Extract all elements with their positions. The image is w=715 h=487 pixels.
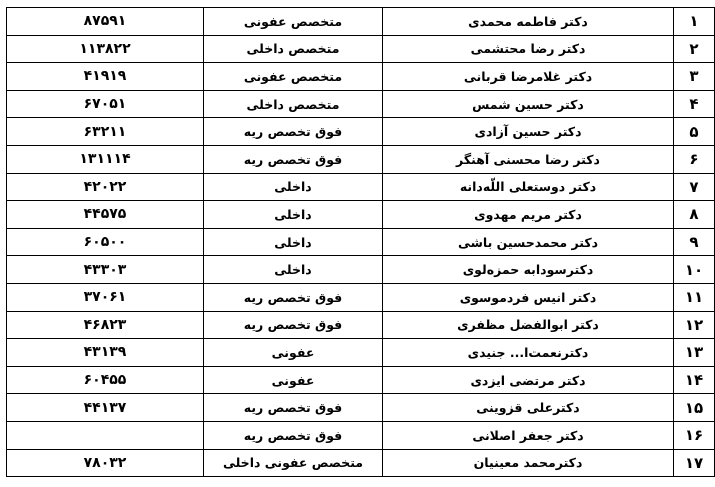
doctor-specialty: فوق تخصص ریه [204, 421, 383, 449]
doctor-code: ۶۰۵۰۰ [7, 228, 204, 256]
doctors-table [6, 7, 715, 477]
table-row [7, 394, 715, 422]
doctor-specialty: فوق تخصص ریه [204, 145, 383, 173]
doctor-name: دکتر جعفر اصلانی [383, 421, 674, 449]
doctor-name: دکتر مرتضی ایزدی [383, 366, 674, 394]
row-index: ۶ [674, 145, 715, 173]
table-row [7, 449, 715, 477]
doctor-name: دکترسودابه حمزه‌لوی [383, 256, 674, 284]
table-row [7, 201, 715, 229]
doctor-name: دکتر دوستعلی اللّه‌دانه [383, 173, 674, 201]
doctor-name: دکتر ابوالفضل مظفری [383, 311, 674, 339]
table-row [7, 8, 715, 36]
doctor-specialty: داخلی [204, 173, 383, 201]
table-row [7, 35, 715, 63]
table-row [7, 421, 715, 449]
row-index: ۸ [674, 201, 715, 229]
row-index: ۱۲ [674, 311, 715, 339]
table-row [7, 366, 715, 394]
doctor-code: ۷۸۰۳۲ [7, 449, 204, 477]
doctor-specialty: فوق تخصص ریه [204, 283, 383, 311]
doctor-code: ۴۲۰۲۲ [7, 173, 204, 201]
doctor-name: دکتر مریم مهدوی [383, 201, 674, 229]
doctor-code: ۶۷۰۵۱ [7, 90, 204, 118]
doctor-specialty: عفونی [204, 339, 383, 367]
doctor-code: ۳۷۰۶۱ [7, 283, 204, 311]
doctor-specialty: فوق تخصص ریه [204, 118, 383, 146]
doctor-specialty: داخلی [204, 201, 383, 229]
table-row [7, 118, 715, 146]
row-index: ۱۶ [674, 421, 715, 449]
doctor-code: ۴۶۸۲۳ [7, 311, 204, 339]
doctor-name: دکترمحمد معینیان [383, 449, 674, 477]
doctor-specialty: متخصص عفونی [204, 63, 383, 91]
doctor-code [7, 421, 204, 449]
row-index: ۱۳ [674, 339, 715, 367]
table-row [7, 256, 715, 284]
table-row [7, 145, 715, 173]
row-index: ۱۰ [674, 256, 715, 284]
doctors-table-body [7, 8, 715, 477]
row-index: ۳ [674, 63, 715, 91]
doctor-code: ۴۳۱۳۹ [7, 339, 204, 367]
row-index: ۴ [674, 90, 715, 118]
doctor-name: دکترنعمت‌ا... جنیدی [383, 339, 674, 367]
doctor-code: ۸۷۵۹۱ [7, 8, 204, 36]
table-row [7, 311, 715, 339]
doctor-name: دکتر محمدحسین باشی [383, 228, 674, 256]
doctor-name: دکتر انیس فردموسوی [383, 283, 674, 311]
row-index: ۱۱ [674, 283, 715, 311]
doctor-specialty: عفونی [204, 366, 383, 394]
doctor-specialty: متخصص عفونی داخلی [204, 449, 383, 477]
doctor-specialty: داخلی [204, 228, 383, 256]
table-row [7, 173, 715, 201]
doctor-name: دکترعلی قزوینی [383, 394, 674, 422]
row-index: ۱۷ [674, 449, 715, 477]
doctor-specialty: متخصص عفونی [204, 8, 383, 36]
doctor-specialty: فوق تخصص ریه [204, 311, 383, 339]
doctor-specialty: فوق تخصص ریه [204, 394, 383, 422]
table-row [7, 339, 715, 367]
doctor-code: ۱۱۳۸۲۲ [7, 35, 204, 63]
doctor-name: دکتر فاطمه محمدی [383, 8, 674, 36]
row-index: ۲ [674, 35, 715, 63]
row-index: ۱۵ [674, 394, 715, 422]
row-index: ۱۴ [674, 366, 715, 394]
doctor-specialty: داخلی [204, 256, 383, 284]
doctor-code: ۴۴۵۷۵ [7, 201, 204, 229]
row-index: ۱ [674, 8, 715, 36]
doctor-name: دکتر حسین آزادی [383, 118, 674, 146]
table-row [7, 228, 715, 256]
table-row [7, 90, 715, 118]
row-index: ۵ [674, 118, 715, 146]
row-index: ۷ [674, 173, 715, 201]
doctor-name: دکتر رضا محتشمی [383, 35, 674, 63]
doctor-specialty: متخصص داخلی [204, 90, 383, 118]
doctor-code: ۴۴۱۳۷ [7, 394, 204, 422]
doctor-name: دکتر رضا محسنی آهنگر [383, 145, 674, 173]
doctor-code: ۶۳۲۱۱ [7, 118, 204, 146]
doctor-code: ۴۳۳۰۳ [7, 256, 204, 284]
table-row [7, 63, 715, 91]
doctor-name: دکتر غلامرضا قربانی [383, 63, 674, 91]
doctor-name: دکتر حسین شمس [383, 90, 674, 118]
doctor-specialty: متخصص داخلی [204, 35, 383, 63]
row-index: ۹ [674, 228, 715, 256]
table-row [7, 283, 715, 311]
doctor-code: ۶۰۴۵۵ [7, 366, 204, 394]
doctor-code: ۱۳۱۱۱۴ [7, 145, 204, 173]
doctor-code: ۴۱۹۱۹ [7, 63, 204, 91]
